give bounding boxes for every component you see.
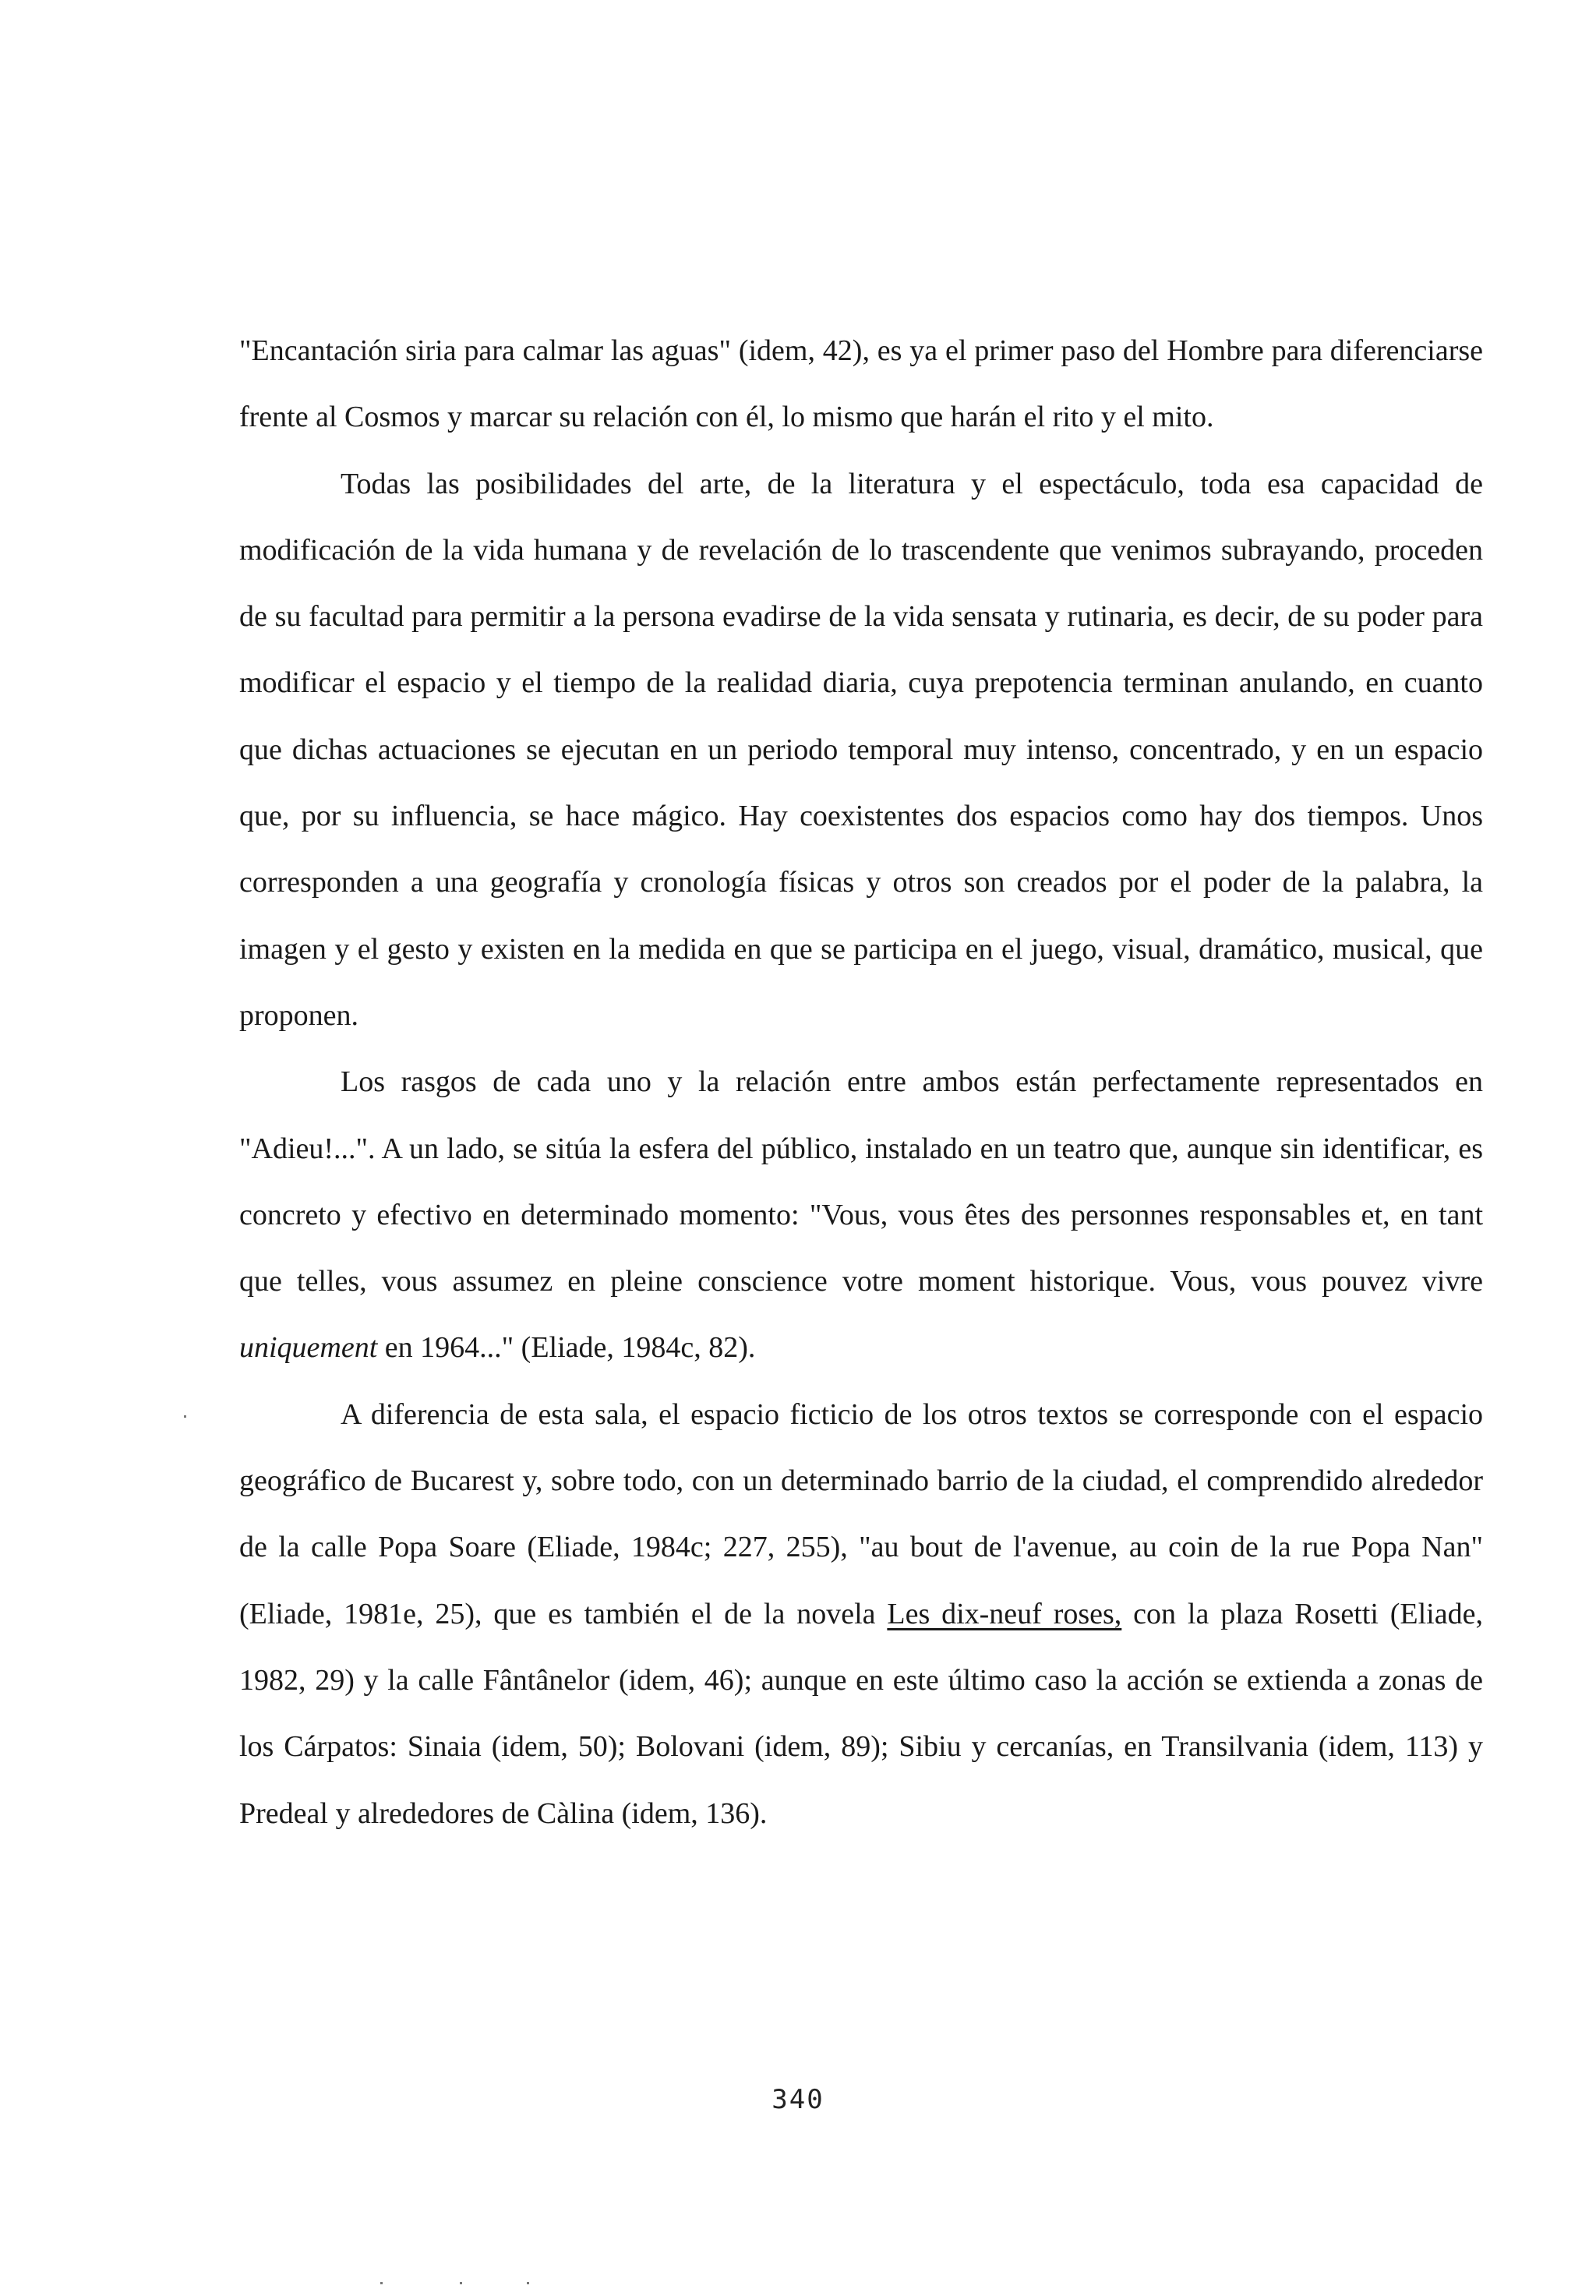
paragraph-1 [239, 318, 1483, 451]
document-body [239, 318, 1483, 1847]
scan-speck [184, 1415, 186, 1418]
paragraph-2-text: Todas las posibilidades del arte, de la literatura y el espectáculo, toda esa capacidad de modificación de la vida humana y de revelación de lo trascendente que venimos subrayando, proceden de su facultad para permitir a la persona evadirse de la vida sensata y rutinaria, es decir, de su poder para modificar el espacio y el tiempo de la realidad diaria, cuya prepotencia terminan anulando, en cuanto que dichas actuaciones se ejecutan en un periodo temporal muy intenso, concentrado, y en un espacio que, por su influencia, se hace mágico. Hay coexistentes dos espacios como hay dos tiempos. Unos corresponden a una geografía y cronología físicas y otros son creados por el poder de la palabra, la imagen y el gesto y existen en la medida en que se participa en el juego, visual, dramático, musical, que proponen. [239, 467, 1483, 1032]
book-title-underlined: Les dix-neuf roses, [887, 1597, 1122, 1630]
emphasis-uniquement: uniquement [239, 1331, 378, 1365]
scan-speck [380, 2282, 383, 2284]
paragraph-3-text-start: Los rasgos de cada uno y la relación entre ambos están perfectamente representados en "Adieu!...". A un lado, se sitúa la esfera del público, instalado en un teatro que, aunque sin identificar, es concreto y efectivo en determinado momento: "Vous, vous êtes des personnes responsables et, en tant que telles, vous assumez en pleine conscience votre moment historique. Vous, vous pouvez vivre [239, 1065, 1483, 1298]
paragraph-4-text-end: con la plaza Rosetti (Eliade, 1982, 29) y la calle Fântânelor (idem, 46); aunque en este último caso la acción se extienda a zonas de los Cárpatos: Sinaia (idem, 50); Bolovani (idem, 89); Sibiu y cercanías, en Transilvania (idem, 113) y Predeal y alrededores de Càlina (idem, 136). [239, 1597, 1483, 1830]
paragraph-3-text-end: en 1964..." (Eliade, 1984c, 82). [377, 1331, 756, 1365]
paragraph-3 [239, 1049, 1483, 1381]
paragraph-2 [239, 451, 1483, 1050]
scan-speck [460, 2282, 462, 2284]
paragraph-4 [239, 1382, 1483, 1847]
page-number: 340 [772, 2084, 824, 2115]
scan-speck [527, 2282, 529, 2284]
paragraph-1-text: "Encantación siria para calmar las aguas" (idem, 42), es ya el primer paso del Hombre para diferenciarse frente al Cosmos y marcar su relación con él, lo mismo que harán el rito y el mito. [239, 334, 1483, 434]
paragraph-4-text-start: A diferencia de esta sala, el espacio ficticio de los otros textos se corresponde con el espacio geográfico de Bucarest y, sobre todo, con un determinado barrio de la ciudad, el comprendido alrededor de la calle Popa Soare (Eliade, 1984c; 227, 255), "au bout de l'avenue, au coin de la rue Popa Nan" (Eliade, 1981e, 25), que es también el de la novela [239, 1397, 1483, 1630]
